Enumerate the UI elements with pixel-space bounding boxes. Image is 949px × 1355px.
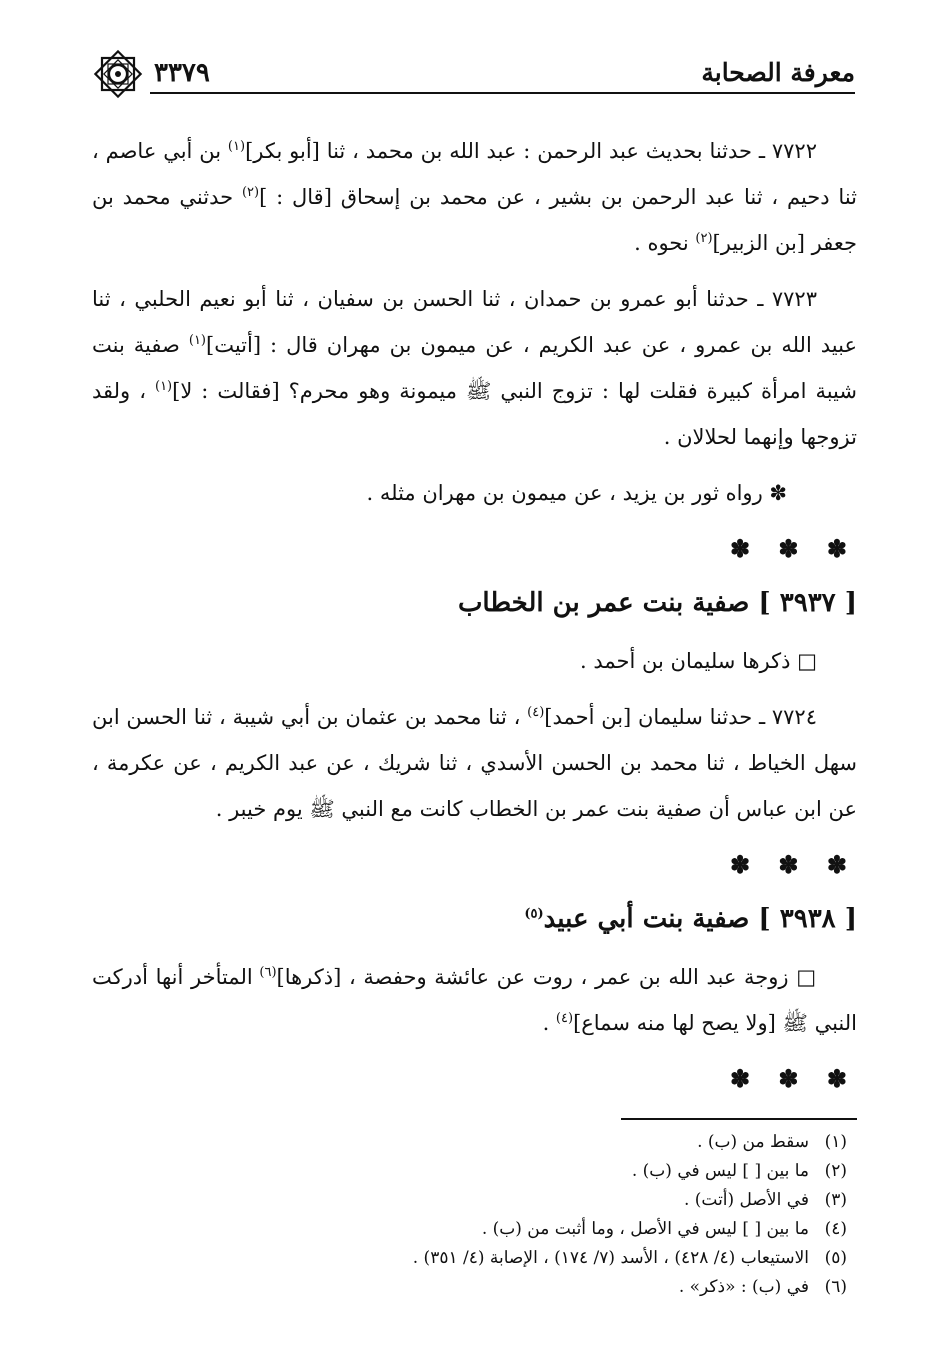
hadith-text: نحوه . — [634, 231, 696, 255]
footnote-text: في (ب) : «ذكر» . — [678, 1277, 809, 1297]
footnote-ref: (٢) — [241, 185, 260, 200]
book-title: معرفة الصحابة — [701, 58, 855, 87]
footnote-number: (٦) — [824, 1277, 847, 1297]
footnote-number: (٥) — [824, 1248, 847, 1268]
star-ornament-icon — [88, 44, 148, 104]
footnote-number: (١) — [824, 1132, 847, 1152]
section-separator: ✽ ✽ ✽ — [729, 850, 857, 879]
footnote-ref: (٢) — [695, 231, 713, 246]
footnote-number: (٢) — [824, 1161, 847, 1181]
section-separator: ✽ ✽ ✽ — [729, 1064, 857, 1093]
footnote-text: ما بين [ ] ليس في الأصل ، وما أثبت من (ب) . — [481, 1219, 809, 1239]
footnote-rule — [621, 1118, 857, 1120]
footnote-ref: (٤) — [527, 705, 545, 720]
hadith-7723 — [92, 276, 857, 460]
footnote-text: ما بين [ ] ليس في (ب) . — [631, 1161, 809, 1181]
footnote-ref: (١) — [154, 379, 173, 394]
entry-heading-3938 — [92, 896, 857, 942]
footnote-text: سقط من (ب) . — [697, 1132, 809, 1152]
footnote-list — [92, 1128, 857, 1302]
footnote-item — [92, 1157, 857, 1186]
hadith-text: ، ثنا محمد بن عثمان بن أبي شيبة ، ثنا الحسن ابن سهل الخياط ، ثنا محمد بن الحسن الأسدي ، ثنا شريك ، عن عبد الكريم ، عن عكرمة ، عن ابن عباس أن صفية بنت عمر بن الخطاب كانت مع النبي ﷺ يوم خيبر . — [92, 705, 857, 821]
narration-note: ✽ رواه ثور بن يزيد ، عن ميمون بن مهران مثله . — [366, 481, 787, 505]
hadith-7722 — [92, 128, 857, 266]
footnote-number: (٣) — [824, 1190, 847, 1210]
entry-heading-text: [ ٣٩٣٨ ] صفية بنت أبي عبيد — [543, 904, 857, 934]
footnote-item — [92, 1273, 857, 1302]
page-number: ٣٣٧٩ — [154, 58, 210, 88]
entry-intro-3937: □ ذكرها سليمان بن أحمد . — [580, 649, 817, 673]
footnotes — [92, 1118, 857, 1302]
hadith-text: صفية بنت شيبة امرأة كبيرة فقلت لها : تزوج النبي ﷺ ميمونة وهو محرم؟ [فقالت : لا] — [92, 333, 857, 403]
footnote-ref: (١) — [227, 139, 246, 154]
main-text — [92, 128, 857, 1110]
hadith-text: ٧٧٢٣ ـ حدثنا أبو عمرو بن حمدان ، ثنا الحسن بن سفيان ، ثنا أبو نعيم الحلبي ، ثنا عبيد الله بن عمرو ، عن عبد الكريم ، عن ميمون بن مهران قال : [أتيت] — [92, 287, 858, 357]
hadith-text: ٧٧٢٤ ـ حدثنا سليمان [بن أحمد] — [544, 705, 817, 729]
entry-intro-3938 — [92, 954, 857, 1046]
footnote-item — [92, 1244, 857, 1273]
entry-text: . — [542, 1011, 556, 1035]
footnote-ref: (٥) — [524, 906, 544, 922]
entry-heading-3937: [ ٣٩٣٧ ] صفية بنت عمر بن الخطاب — [457, 588, 857, 618]
footnote-ref: (٤) — [555, 1011, 574, 1026]
hadith-text: ٧٧٢٢ ـ حدثنا بحديث عبد الرحمن : عبد الله بن محمد ، ثنا [أبو بكر] — [245, 139, 817, 163]
footnote-item — [92, 1128, 857, 1157]
hadith-7724 — [92, 694, 857, 832]
footnote-number: (٤) — [824, 1219, 847, 1239]
footnote-text: في الأصل (أتت) . — [683, 1190, 809, 1210]
footnote-ref: (١) — [188, 333, 206, 348]
entry-text: المتأخر أنها أدركت النبي ﷺ [ولا يصح لها منه سماع] — [92, 965, 857, 1035]
footnote-ref: (٦) — [259, 965, 277, 980]
section-separator: ✽ ✽ ✽ — [729, 534, 857, 563]
running-header — [88, 52, 855, 100]
entry-text: □ زوجة عبد الله بن عمر ، روت عن عائشة وحفصة ، [ذكرها] — [276, 965, 818, 989]
hadith-text: ، ولقد تزوجها وإنهما لحلالان . — [92, 379, 857, 449]
header-rule — [150, 92, 855, 94]
footnote-text: الاستيعاب (٤/ ٤٢٨) ، الأسد (٧/ ١٧٤) ، الإصابة (٤/ ٣٥١) . — [412, 1248, 809, 1268]
hadith-text: حدثني محمد بن جعفر [بن الزبير] — [92, 185, 857, 255]
hadith-text: بن أبي عاصم ، ثنا دحيم ، ثنا عبد الرحمن بن بشير ، عن محمد بن إسحاق [قال : ] — [92, 139, 858, 209]
footnote-item — [92, 1186, 857, 1215]
footnote-item — [92, 1215, 857, 1244]
